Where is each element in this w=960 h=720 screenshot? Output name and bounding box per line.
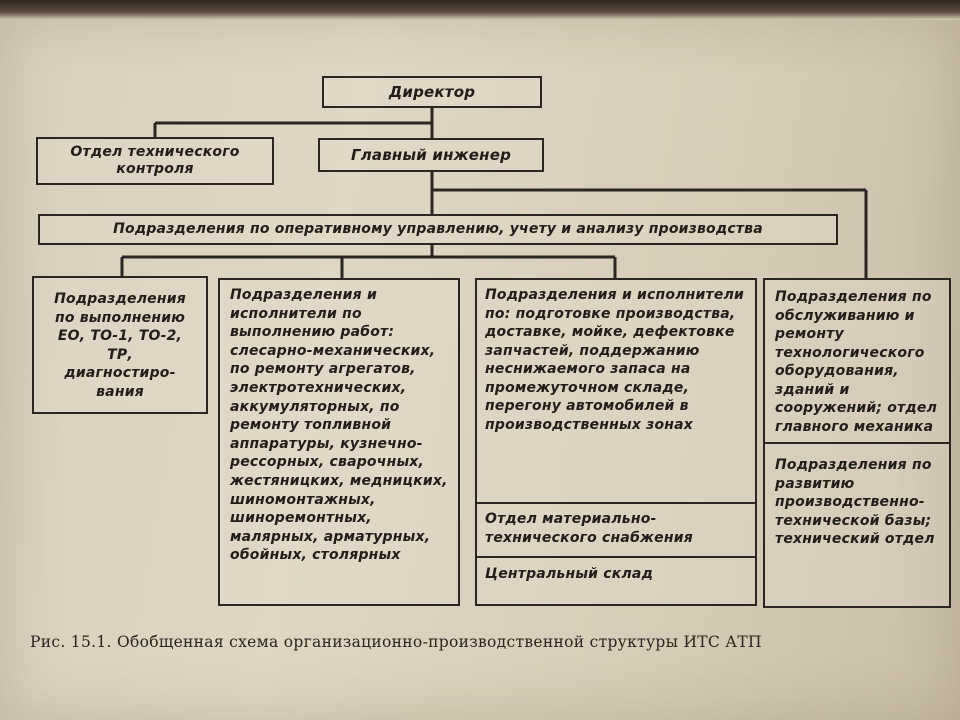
equipment-maintenance-section bbox=[765, 284, 949, 440]
quality-control-box bbox=[36, 137, 274, 185]
maintenance-units-box bbox=[32, 276, 208, 414]
supply-section bbox=[477, 506, 755, 551]
production-prep-box bbox=[475, 278, 757, 606]
equipment-box bbox=[763, 278, 951, 608]
chief-engineer-box bbox=[318, 138, 544, 172]
maintenance-units-label: Подразделения по выполнению ЕО, ТО-1, ТО-2, ТР, диагностиро-вания bbox=[54, 291, 186, 400]
operational-management-label: Подразделения по оперативному управлению, учету и анализу производства bbox=[113, 221, 763, 237]
figure-caption: Рис. 15.1. Обобщенная схема организационно-производственной структуры ИТС АТП bbox=[30, 633, 762, 651]
director-box bbox=[322, 76, 542, 108]
equipment-maintenance-label: Подразделения по обслуживанию и ремонту технологического оборудования, зданий и сооружений; отдел главного механика bbox=[775, 289, 938, 435]
director-label: Директор bbox=[388, 82, 476, 101]
production-prep-section bbox=[477, 282, 755, 438]
operational-management-box bbox=[38, 214, 838, 245]
repair-works-label: Подразделения и исполнители по выполнению работ: слесарно-механических, по ремонту агрегатов, электротехнических, аккумуляторных, по ремонту топливной аппаратуры, кузнечно-рессорных, сварочных, жестяницких, медницких, шиномонтажных, шиноремонтных, малярных, арматурных, обойных, столярных bbox=[230, 287, 448, 564]
quality-control-label: Отдел технического контроля bbox=[70, 144, 240, 177]
repair-works-box bbox=[218, 278, 460, 606]
production-prep-label: Подразделения и исполнители по: подготовке производства, доставке, мойке, дефектовке запчастей, поддержанию неснижаемого запаса на промежуточном складе, перегону автомобилей в производственных зонах bbox=[485, 287, 745, 433]
warehouse-label: Центральный склад bbox=[485, 566, 654, 582]
divider-development bbox=[765, 442, 949, 444]
divider-supply bbox=[477, 502, 755, 504]
divider-warehouse bbox=[477, 556, 755, 558]
development-label: Подразделения по развитию производственно-технической базы; технический отдел bbox=[775, 457, 935, 547]
warehouse-section bbox=[477, 561, 755, 588]
development-section bbox=[765, 452, 949, 553]
supply-label: Отдел материально-технического снабжения bbox=[485, 511, 693, 546]
chief-engineer-label: Главный инженер bbox=[350, 145, 512, 164]
